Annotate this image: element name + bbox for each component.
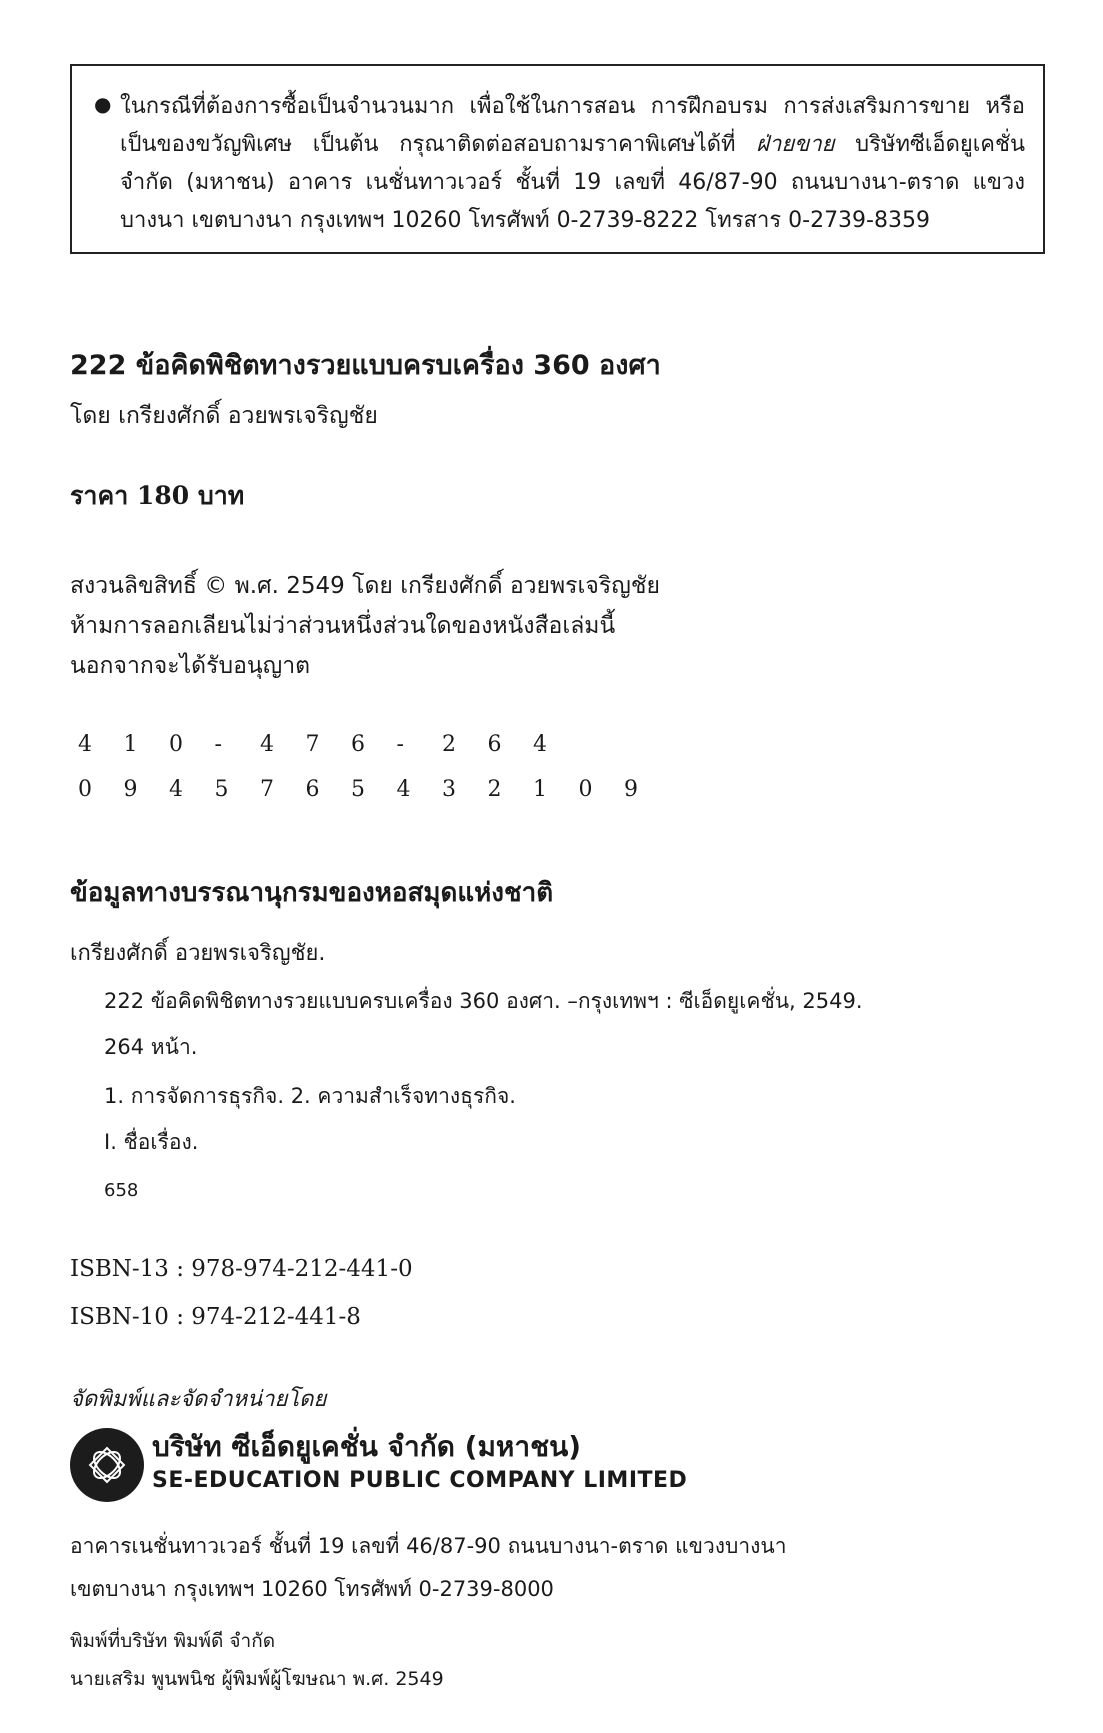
- book-title: 222 ข้อคิดพิชิตทางรวยแบบครบเครื่อง 360 องศา: [70, 350, 661, 381]
- code-digit: 4: [396, 777, 411, 802]
- publisher-name-english: SE-EDUCATION PUBLIC COMPANY LIMITED: [152, 1468, 688, 1493]
- code-digit: 0: [78, 777, 92, 802]
- code-digit: -: [214, 732, 222, 757]
- bulk-order-notice-text: [120, 88, 1025, 240]
- code-digit: 2: [487, 777, 502, 802]
- copyright-line: สงวนลิขสิทธิ์ © พ.ศ. 2549 โดย เกรียงศักดิ์ อวยพรเจริญชัย: [70, 573, 660, 599]
- code-digit: 3: [442, 777, 456, 802]
- cip-pages: 264 หน้า.: [104, 1035, 198, 1059]
- code-digit: 0: [169, 732, 183, 757]
- code-digit: 7: [260, 777, 274, 802]
- copyright-line: นอกจากจะได้รับอนุญาต: [70, 653, 311, 679]
- code-digit: 4: [78, 732, 92, 757]
- cip-subjects: 1. การจัดการธุรกิจ. 2. ความสำเร็จทางธุรกิจ.: [104, 1084, 516, 1108]
- se-ed-logo-icon: [70, 1428, 144, 1502]
- bulk-order-notice-box: [70, 64, 1045, 254]
- code-digit: 1: [533, 777, 547, 802]
- code-digit: -: [396, 732, 404, 757]
- code-digit: 4: [260, 732, 274, 757]
- publisher-label: จัดพิมพ์และจัดจำหน่ายโดย: [70, 1387, 327, 1412]
- cip-classification: 658: [104, 1180, 139, 1201]
- notice-text-part: ในกรณีที่ต้องการซื้อเป็นจำนวนมาก เพื่อใช้ในการสอน การฝึกอบรม การส่งเสริมการขาย หรือเป็นของขวัญพิเศษ เป็นต้น กรุณาติดต่อสอบถามราคาพิเศษได้ที่: [120, 94, 1025, 157]
- code-digit: 7: [305, 732, 320, 757]
- print-code-row: [78, 732, 579, 757]
- copyright-line: ห้ามการลอกเลียนไม่ว่าส่วนหนึ่งส่วนใดของหนังสือเล่มนี้: [70, 613, 616, 639]
- code-digit: 9: [123, 777, 138, 802]
- notice-sales-dept: ฝ่ายขาย: [756, 132, 835, 157]
- code-digit: 2: [442, 732, 456, 757]
- code-digit: 4: [169, 777, 183, 802]
- cip-heading: ข้อมูลทางบรรณานุกรมของหอสมุดแห่งชาติ: [70, 878, 554, 908]
- bullet-icon: ●: [94, 92, 112, 116]
- code-digit: 5: [214, 777, 229, 802]
- code-digit: 6: [351, 732, 365, 757]
- book-price: ราคา 180 บาท: [70, 481, 245, 510]
- code-digit: 6: [305, 777, 320, 802]
- book-author: โดย เกรียงศักดิ์ อวยพรเจริญชัย: [70, 403, 378, 429]
- cip-title-line: 222 ข้อคิดพิชิตทางรวยแบบครบเครื่อง 360 องศา. –กรุงเทพฯ : ซีเอ็ดยูเคชั่น, 2549.: [104, 989, 863, 1013]
- printer-line: พิมพ์ที่บริษัท พิมพ์ดี จำกัด: [70, 1630, 276, 1652]
- publisher-name-thai: บริษัท ซีเอ็ดยูเคชั่น จำกัด (มหาชน): [152, 1430, 582, 1463]
- code-digit: 9: [624, 777, 638, 802]
- isbn-10: ISBN-10 : 974-212-441-8: [70, 1304, 361, 1330]
- printer-line: นายเสริม พูนพนิช ผู้พิมพ์ผู้โฆษณา พ.ศ. 2549: [70, 1668, 444, 1690]
- code-digit: 5: [351, 777, 365, 802]
- cip-author: เกรียงศักดิ์ อวยพรเจริญชัย.: [70, 941, 326, 966]
- isbn-13: ISBN-13 : 978-974-212-441-0: [70, 1256, 413, 1282]
- code-digit: 1: [123, 732, 138, 757]
- notice-text-part: บริษัทซีเอ็ดยูเคชั่น จำกัด (มหาชน) อาคาร เนชั่นทาวเวอร์ ชั้นที่ 19 เลขที่ 46/87-90 ถนนบางนา-ตราด แขวงบางนา เขตบางนา กรุงเทพฯ 10260 โทรศัพท์ 0-2739-8222 โทรสาร 0-2739-8359: [120, 132, 1025, 233]
- publisher-address-line: เขตบางนา กรุงเทพฯ 10260 โทรศัพท์ 0-2739-8000: [70, 1577, 554, 1601]
- code-digit: 0: [578, 777, 593, 802]
- code-digit: 6: [487, 732, 502, 757]
- publisher-address-line: อาคารเนชั่นทาวเวอร์ ชั้นที่ 19 เลขที่ 46/87-90 ถนนบางนา-ตราด แขวงบางนา: [70, 1534, 787, 1558]
- print-run-row: [78, 777, 670, 802]
- code-digit: 4: [533, 732, 547, 757]
- cip-title-entry: I. ชื่อเรื่อง.: [104, 1130, 199, 1154]
